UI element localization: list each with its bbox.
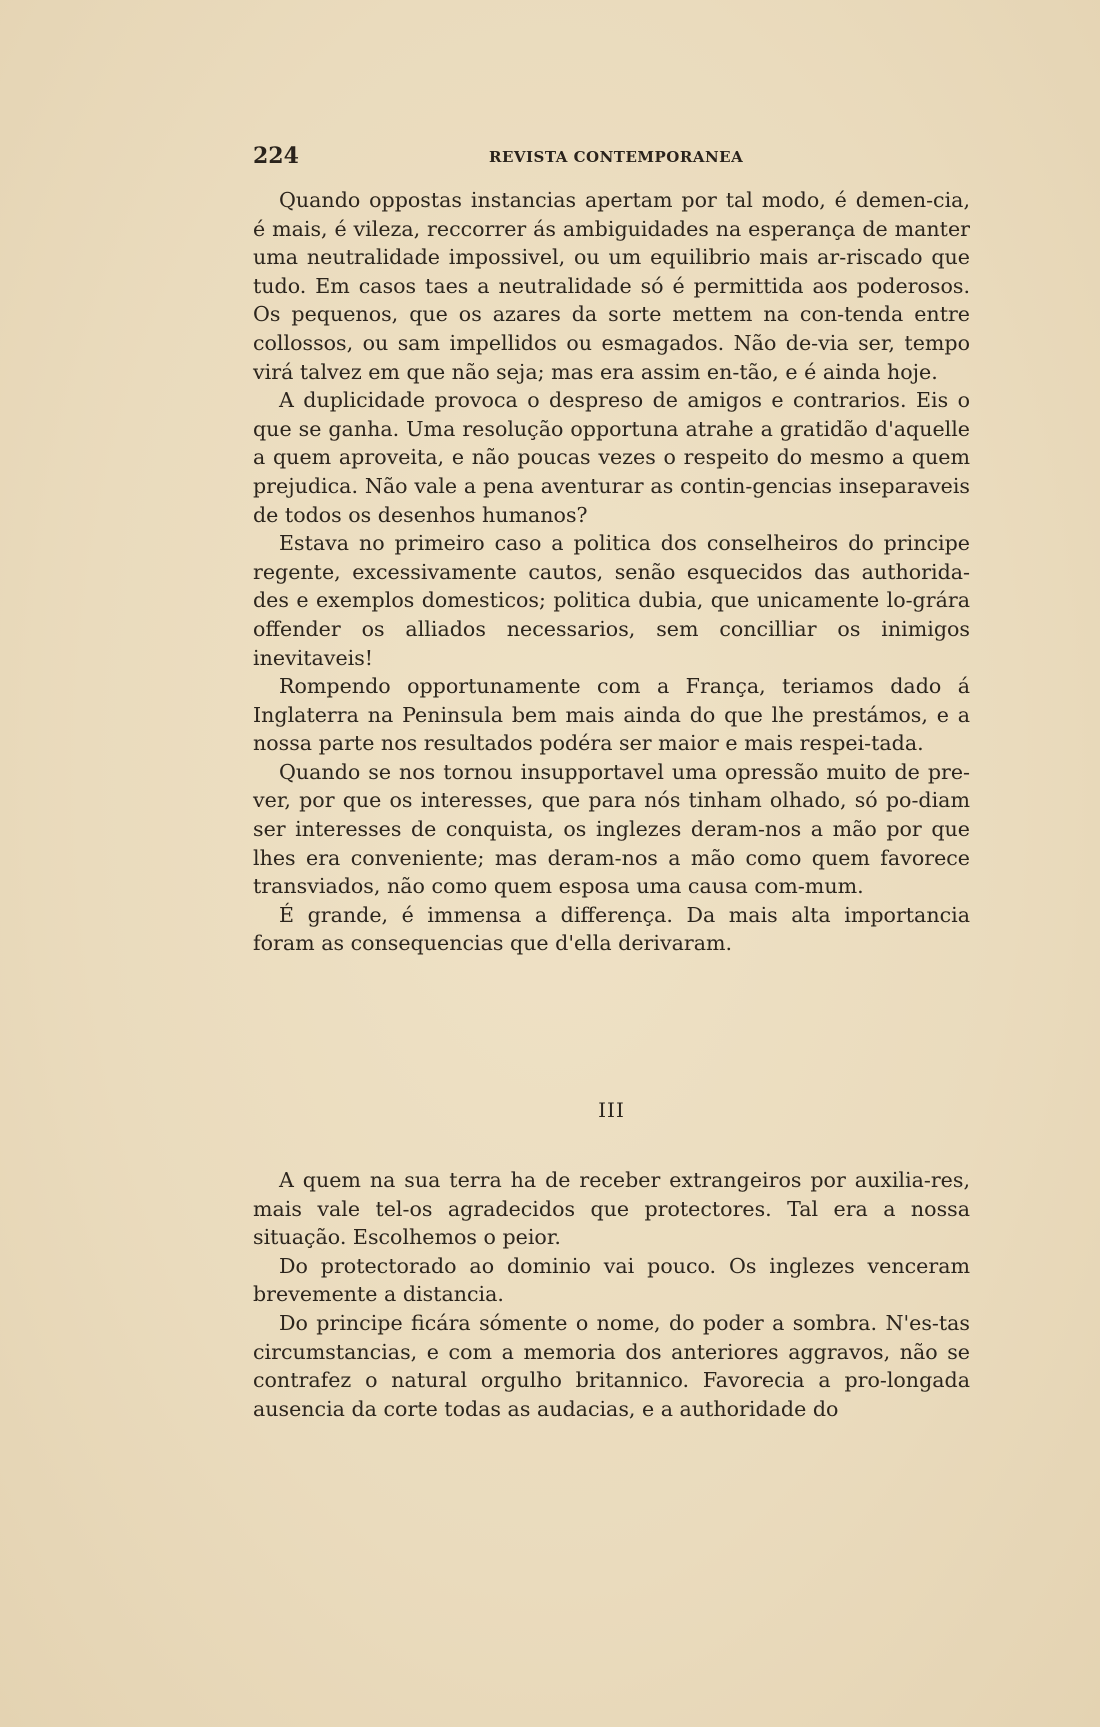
paragraph: Do protectorado ao dominio vai pouco. Os inglezes venceram brevemente a distancia. — [253, 1253, 970, 1307]
section-2-text — [253, 1166, 970, 1423]
paragraph: Quando se nos tornou insupportavel uma opressão muito de pre-ver, por que os interesses, que para nós tinham olhado, só po-diam ser interesses de conquista, os inglezes deram-nos a mão por que lhes era conveniente; mas deram-nos a mão como quem favorece transviados, não como quem esposa uma causa com-mum. — [253, 759, 970, 899]
paragraph: Quando oppostas instancias apertam por tal modo, é demen-cia, é mais, é vileza, reccorrer ás ambiguidades na esperança de manter uma neutralidade impossivel, ou um equilibrio mais ar-riscado que tudo. Em casos taes a neutralidade só é permittida aos poderosos. Os pequenos, que os azares da sorte mettem na con-tenda entre collossos, ou sam impellidos ou esmagados. Não de-via ser, tempo virá talvez em que não seja; mas era assim en-tão, e é ainda hoje. — [253, 188, 970, 384]
paragraph: É grande, é immensa a differença. Da mais alta importancia foram as consequencias que d'ella derivaram. — [253, 902, 970, 956]
paragraph: Do principe ficára sómente o nome, do poder a sombra. N'es-tas circumstancias, e com a memoria dos anteriores aggravos, não se contrafez o natural orgulho britannico. Favorecia a pro-longada ausencia da corte todas as audacias, e a authoridade do — [253, 1310, 970, 1421]
paragraph: Rompendo opportunamente com a França, teriamos dado á Inglaterra na Peninsula bem mais ainda do que lhe prestámos, e a nossa parte nos resultados podéra ser maior e mais respei-tada. — [253, 674, 970, 756]
paragraph: A quem na sua terra ha de receber extrangeiros por auxilia-res, mais vale tel-os agradecidos que protectores. Tal era a nossa situação. Escolhemos o peior. — [253, 1168, 970, 1250]
paragraph: A duplicidade provoca o despreso de amigos e contrarios. Eis o que se ganha. Uma resolução opportuna atrahe a gratidão d'aquelle a quem aproveita, e não poucas vezes o respeito do mesmo a quem prejudica. Não vale a pena aventurar as contin-gencias inseparaveis de todos os desenhos humanos? — [253, 388, 970, 527]
page-number: 224 — [253, 143, 299, 169]
running-head: REVISTA CONTEMPORANEA — [489, 148, 744, 166]
section-heading: III — [598, 1098, 625, 1122]
section-1-text — [253, 186, 970, 958]
paragraph: Estava no primeiro caso a politica dos conselheiros do principe regente, excessivamente cautos, senão esquecidos das authorida-des e exemplos domesticos; politica dubia, que unicamente lo-grára offender os alliados necessarios, sem concilliar os inimigos inevitaveis! — [253, 531, 970, 670]
page-header — [253, 143, 970, 173]
